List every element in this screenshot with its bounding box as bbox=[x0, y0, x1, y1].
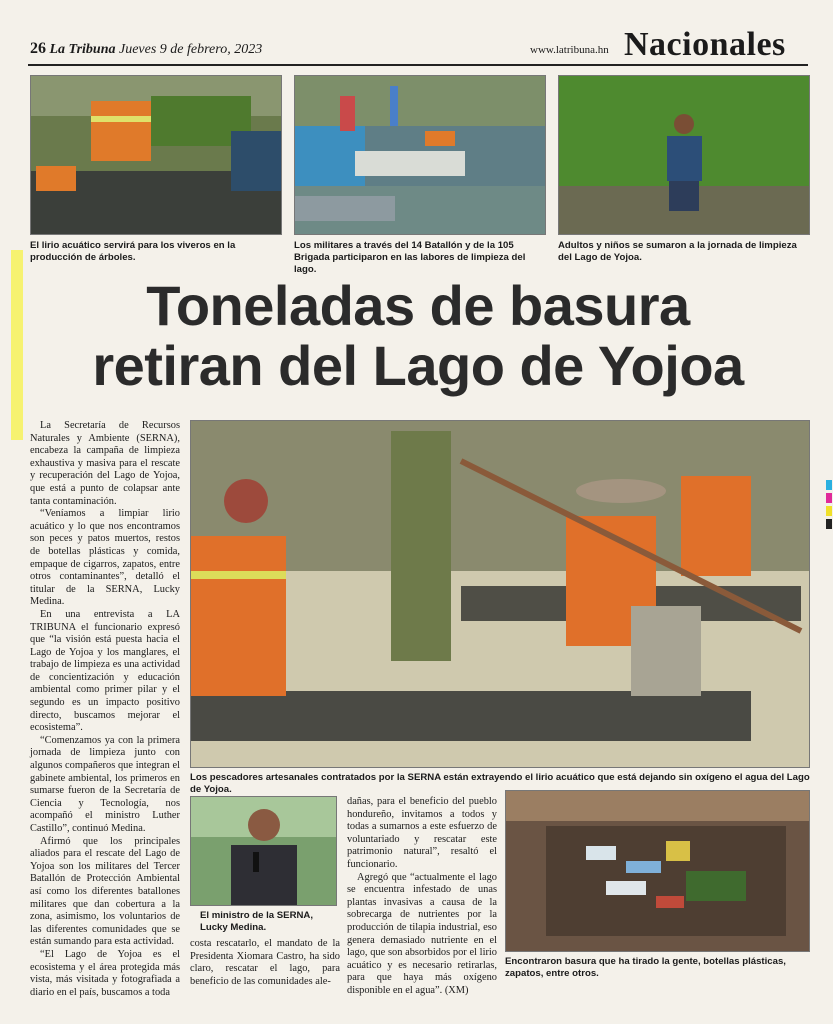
article-column-1 bbox=[30, 420, 180, 999]
paragraph: “Veníamos a limpiar lirio acuático y lo que nos encontramos son peces y patos muertos, restos de botellas plásticas y comida, empaque de cigarros, zapatos, entre otros contaminantes”, detalló el titular de la SERNA, Lucky Medina. bbox=[30, 508, 180, 608]
paragraph: dañas, para el beneficio del pueblo hondureño, invitamos a todos y todas a sumarnos a este esfuerzo de voluntariado y rescatar este patrimonio natural”, resaltó el funcionario. bbox=[347, 796, 497, 870]
section-title: Nacionales bbox=[624, 26, 786, 63]
page-number: 26 bbox=[30, 40, 46, 57]
headline bbox=[28, 276, 808, 396]
paragraph: En una entrevista a LA TRIBUNA el funcionario expresó que “la visión está puesta hacia el Lago de Yojoa y los manglares, el trabajo de limpieza es una actividad de concientización y educación ambiental como primer pilar y el segundo es un impacto positivo directo, buscamos mejorar el ecosistema”. bbox=[30, 608, 180, 734]
article-column-3 bbox=[347, 796, 497, 998]
paragraph: “El Lago de Yojoa es el ecosistema y el área protegida más vista, más visitada y fotografiada a diario en el país, buscamos a toda bbox=[30, 948, 180, 998]
issue-date: Jueves 9 de febrero, 2023 bbox=[119, 42, 263, 57]
highlighter-mark bbox=[11, 250, 23, 440]
photo-minister bbox=[190, 796, 337, 906]
paragraph: Agregó que “actualmente el lago se encuentra infestado de unas plantas invasivas a causa de la sobrecarga de nutrientes por la producción de tilapia industrial, eso genera demasiado nutriente en el lago, que son absorbidos por el lirio acuático y es necesario retirarlas, para que haya más oxígeno disponible en el agua”. (XM) bbox=[347, 871, 497, 996]
registration-mark bbox=[826, 519, 832, 529]
header-rule bbox=[28, 64, 808, 66]
caption-photo-1: El lirio acuático servirá para los viveros en la producción de árboles. bbox=[30, 240, 236, 263]
paragraph: costa rescatarlo, el mandato de la Presidenta Xiomara Castro, ha sido claro, rescatar el lago, para beneficio de las comunidades ale- bbox=[190, 938, 340, 987]
paragraph: La Secretaría de Recursos Naturales y Ambiente (SERNA), encabeza la campaña de limpieza exhaustiva y masiva para el rescate y recuperación del Lago de Yojoa, que está a punto de colapsar ante tanta contaminación. bbox=[30, 420, 180, 507]
photo-military-boats bbox=[294, 75, 546, 235]
paragraph: “Comenzamos ya con la primera jornada de limpieza junto con algunos compañeros que integran el gabinete ambiental, los primeros en sumarse fueron de la Secretaría de Ciencia y Tecnología, nos acompañó el ministro Luther Castillo”, continuó Medina. bbox=[30, 734, 180, 834]
caption-minister: El ministro de la SERNA, Lucky Medina. bbox=[200, 910, 314, 933]
paragraph: Afirmó que los principales aliados para el rescate del Lago de Yojoa son los militares del Tercer Batallón de Protección Ambiental así como los diferentes batallones militares que dan cobertura a la zona, asimismo, los voluntarios de las diferentes comunidades que se están sumando para esta actividad. bbox=[30, 835, 180, 948]
photo-child-shore bbox=[558, 75, 810, 235]
site-url[interactable]: www.latribuna.hn bbox=[530, 44, 609, 56]
registration-mark bbox=[826, 506, 832, 516]
registration-mark bbox=[826, 480, 832, 490]
caption-photo-2: Los militares a través del 14 Batallón y de la 105 Brigada participaron en las labores de limpieza del lago. bbox=[294, 240, 526, 275]
headline-line-1: Toneladas de basura bbox=[146, 274, 690, 337]
caption-main-photo: Los pescadores artesanales contratados por la SERNA están extrayendo el lirio acuático que está dejando sin oxígeno el agua del Lago de Yojoa. bbox=[190, 772, 810, 795]
photo-trash-boat bbox=[505, 790, 810, 952]
registration-mark bbox=[826, 493, 832, 503]
caption-trash: Encontraron basura que ha tirado la gente, botellas plásticas, zapatos, entre otros. bbox=[505, 956, 786, 979]
photo-main-fishermen bbox=[190, 420, 810, 768]
page-header-left bbox=[30, 40, 262, 58]
photo-workers-hyacinth bbox=[30, 75, 282, 235]
article-column-2 bbox=[190, 938, 340, 988]
publication-name: La Tribuna bbox=[49, 42, 116, 57]
headline-line-2: retiran del Lago de Yojoa bbox=[92, 334, 744, 397]
caption-photo-3: Adultos y niños se sumaron a la jornada de limpieza del Lago de Yojoa. bbox=[558, 240, 797, 263]
